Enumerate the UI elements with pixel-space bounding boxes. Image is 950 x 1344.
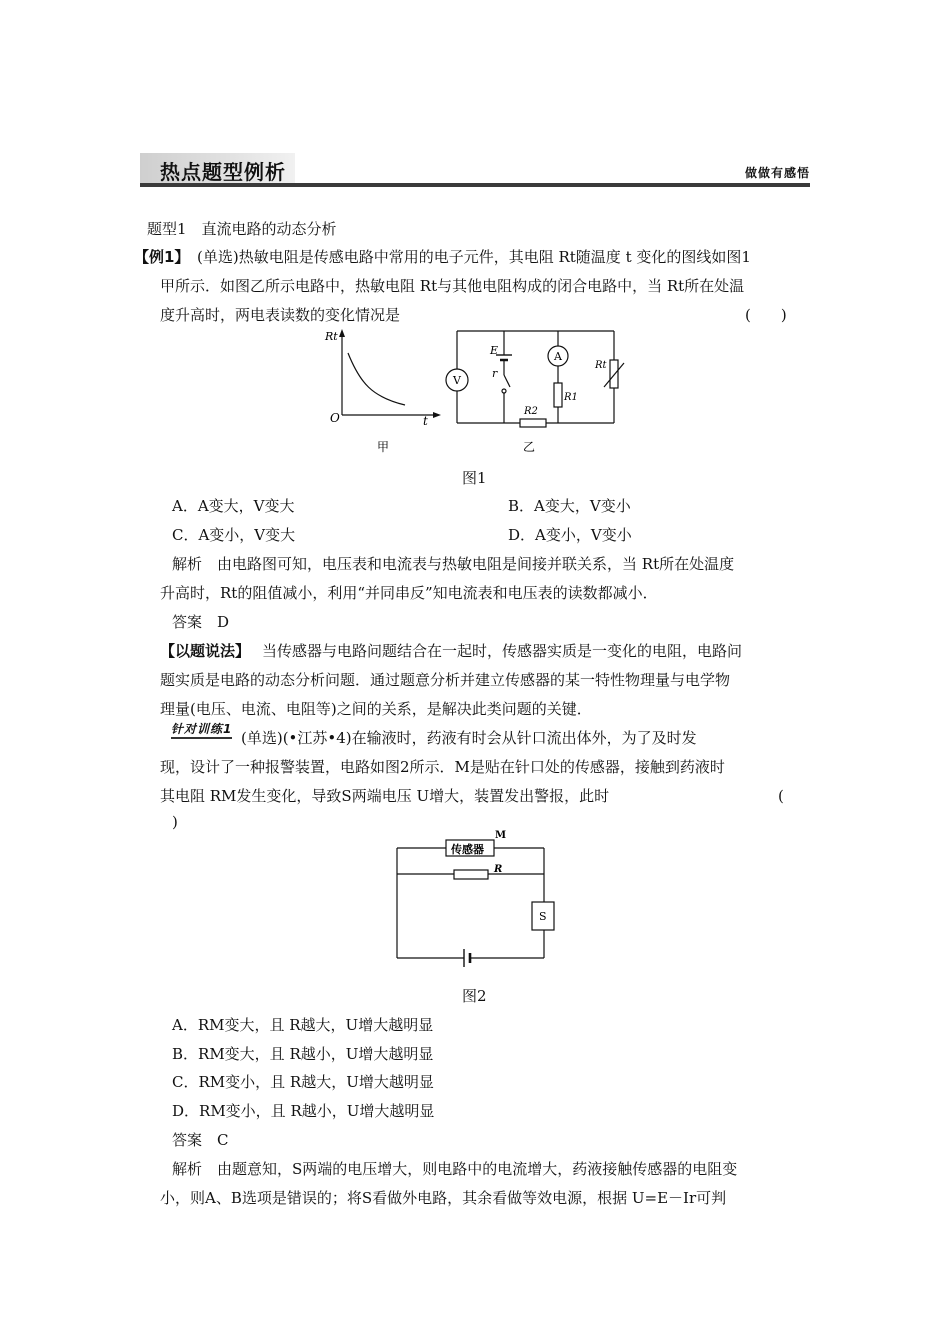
voltmeter-label: V xyxy=(453,374,461,387)
graph-y-label: Rt xyxy=(325,330,338,343)
m-label: M xyxy=(495,830,507,841)
figure2-alarm-circuit xyxy=(390,828,560,976)
analysis1-line2: 升高时，Rt的阻值减小，利用“并同串反”知电流表和电压表的读数都减小． xyxy=(160,584,658,602)
method-line3: 理量(电压、电流、电阻等)之间的关系，是解决此类问题的关键． xyxy=(160,700,592,718)
figure1-diagrams xyxy=(320,325,630,460)
option2-a: A．RM变大，且 R越大，U增大越明显 xyxy=(172,1016,434,1034)
switch-contact-icon xyxy=(502,389,506,393)
figure2-caption: 图2 xyxy=(462,987,487,1005)
answer-blank: ( ) xyxy=(745,306,787,324)
analysis2-line1: 解析 由题意知，S两端的电压增大，则电路中的电流增大，药液接触传感器的电阻变 xyxy=(172,1160,738,1178)
option2-d: D．RM变小，且 R越小，U增大越明显 xyxy=(172,1102,435,1120)
practice-blank-close: ) xyxy=(172,813,178,831)
practice-line3: 其电阻 RM发生变化，导致S两端电压 U增大，装置发出警报，此时 xyxy=(160,787,610,805)
option2-b: B．RM变大，且 R越小，U增大越明显 xyxy=(172,1045,434,1063)
rt-temperature-graph xyxy=(324,329,441,454)
answer1: 答案 D xyxy=(172,613,230,631)
practice-line1: (单选)(•江苏•4)在输液时，药液有时会从针口流出体外，为了及时发 xyxy=(241,729,697,747)
analysis2-line2: 小，则A、B选项是错误的；将S看做外电路，其余看做等效电源，根据 U=E－Ir可判 xyxy=(160,1189,727,1207)
section-banner-title: 热点题型例析 xyxy=(160,160,286,184)
topic-title: 题型1 直流电路的动态分析 xyxy=(147,220,337,238)
r1-label: R1 xyxy=(564,392,578,403)
practice-tag: 针对训练1 xyxy=(171,720,232,739)
example-text-line1: (单选)热敏电阻是传感电路中常用的电子元件，其电阻 Rt随温度 t 变化的图线如图1 xyxy=(197,248,751,266)
method-line2: 题实质是电路的动态分析问题．通过题意分析并建立传感器的某一特性物理量与电学物 xyxy=(160,671,731,689)
method-line1: 当传感器与电路问题结合在一起时，传感器实质是一变化的电阻，电路问 xyxy=(262,642,743,660)
ammeter-label: A xyxy=(554,350,562,363)
option-d: D．A变小，V变小 xyxy=(508,526,632,544)
header-right-label: 做做有感悟 xyxy=(744,166,810,180)
analysis1-line1: 解析 由电路图可知，电压表和电流表与热敏电阻是间接并联关系，当 Rt所在处温度 xyxy=(172,555,735,573)
internal-resistance-label: r xyxy=(492,367,498,380)
resistor-r1-icon xyxy=(554,383,562,407)
answer2: 答案 C xyxy=(172,1131,229,1149)
resistor-r2-icon xyxy=(520,419,546,427)
practice-line2: 现，设计了一种报警装置，电路如图2所示．M是贴在针口处的传感器，接触到药液时 xyxy=(160,758,725,776)
graph-caption: 甲 xyxy=(377,440,390,454)
rt-curve xyxy=(348,353,405,405)
rt-label: Rt xyxy=(595,360,607,371)
r-label: R xyxy=(494,864,503,875)
graph-x-label: t xyxy=(423,414,428,428)
figure1-caption: 图1 xyxy=(462,469,487,487)
graph-origin-label: O xyxy=(330,411,340,425)
resistor-r-icon xyxy=(454,870,488,879)
option-b: B．A变大，V变小 xyxy=(508,497,631,515)
option-a: A．A变大，V变大 xyxy=(172,497,295,515)
example-tag: 【例1】 xyxy=(134,248,190,266)
option-c: C．A变小，V变大 xyxy=(172,526,296,544)
method-tag: 【以题说法】 xyxy=(160,642,251,660)
practice-blank-open: ( xyxy=(778,787,784,805)
emf-label: E xyxy=(490,344,499,357)
example-text-line2: 甲所示．如图乙所示电路中，热敏电阻 Rt与其他电阻构成的闭合电路中，当 Rt所在处温 xyxy=(160,277,745,295)
circuit-caption: 乙 xyxy=(523,440,536,454)
s-label: S xyxy=(539,910,547,923)
r2-label: R2 xyxy=(524,406,538,417)
sensor-label: 传感器 xyxy=(451,843,484,856)
thermistor-icon xyxy=(610,360,618,388)
example-text-line3: 度升高时，两电表读数的变化情况是 xyxy=(160,306,401,324)
option2-c: C．RM变小，且 R越大，U增大越明显 xyxy=(172,1073,434,1091)
